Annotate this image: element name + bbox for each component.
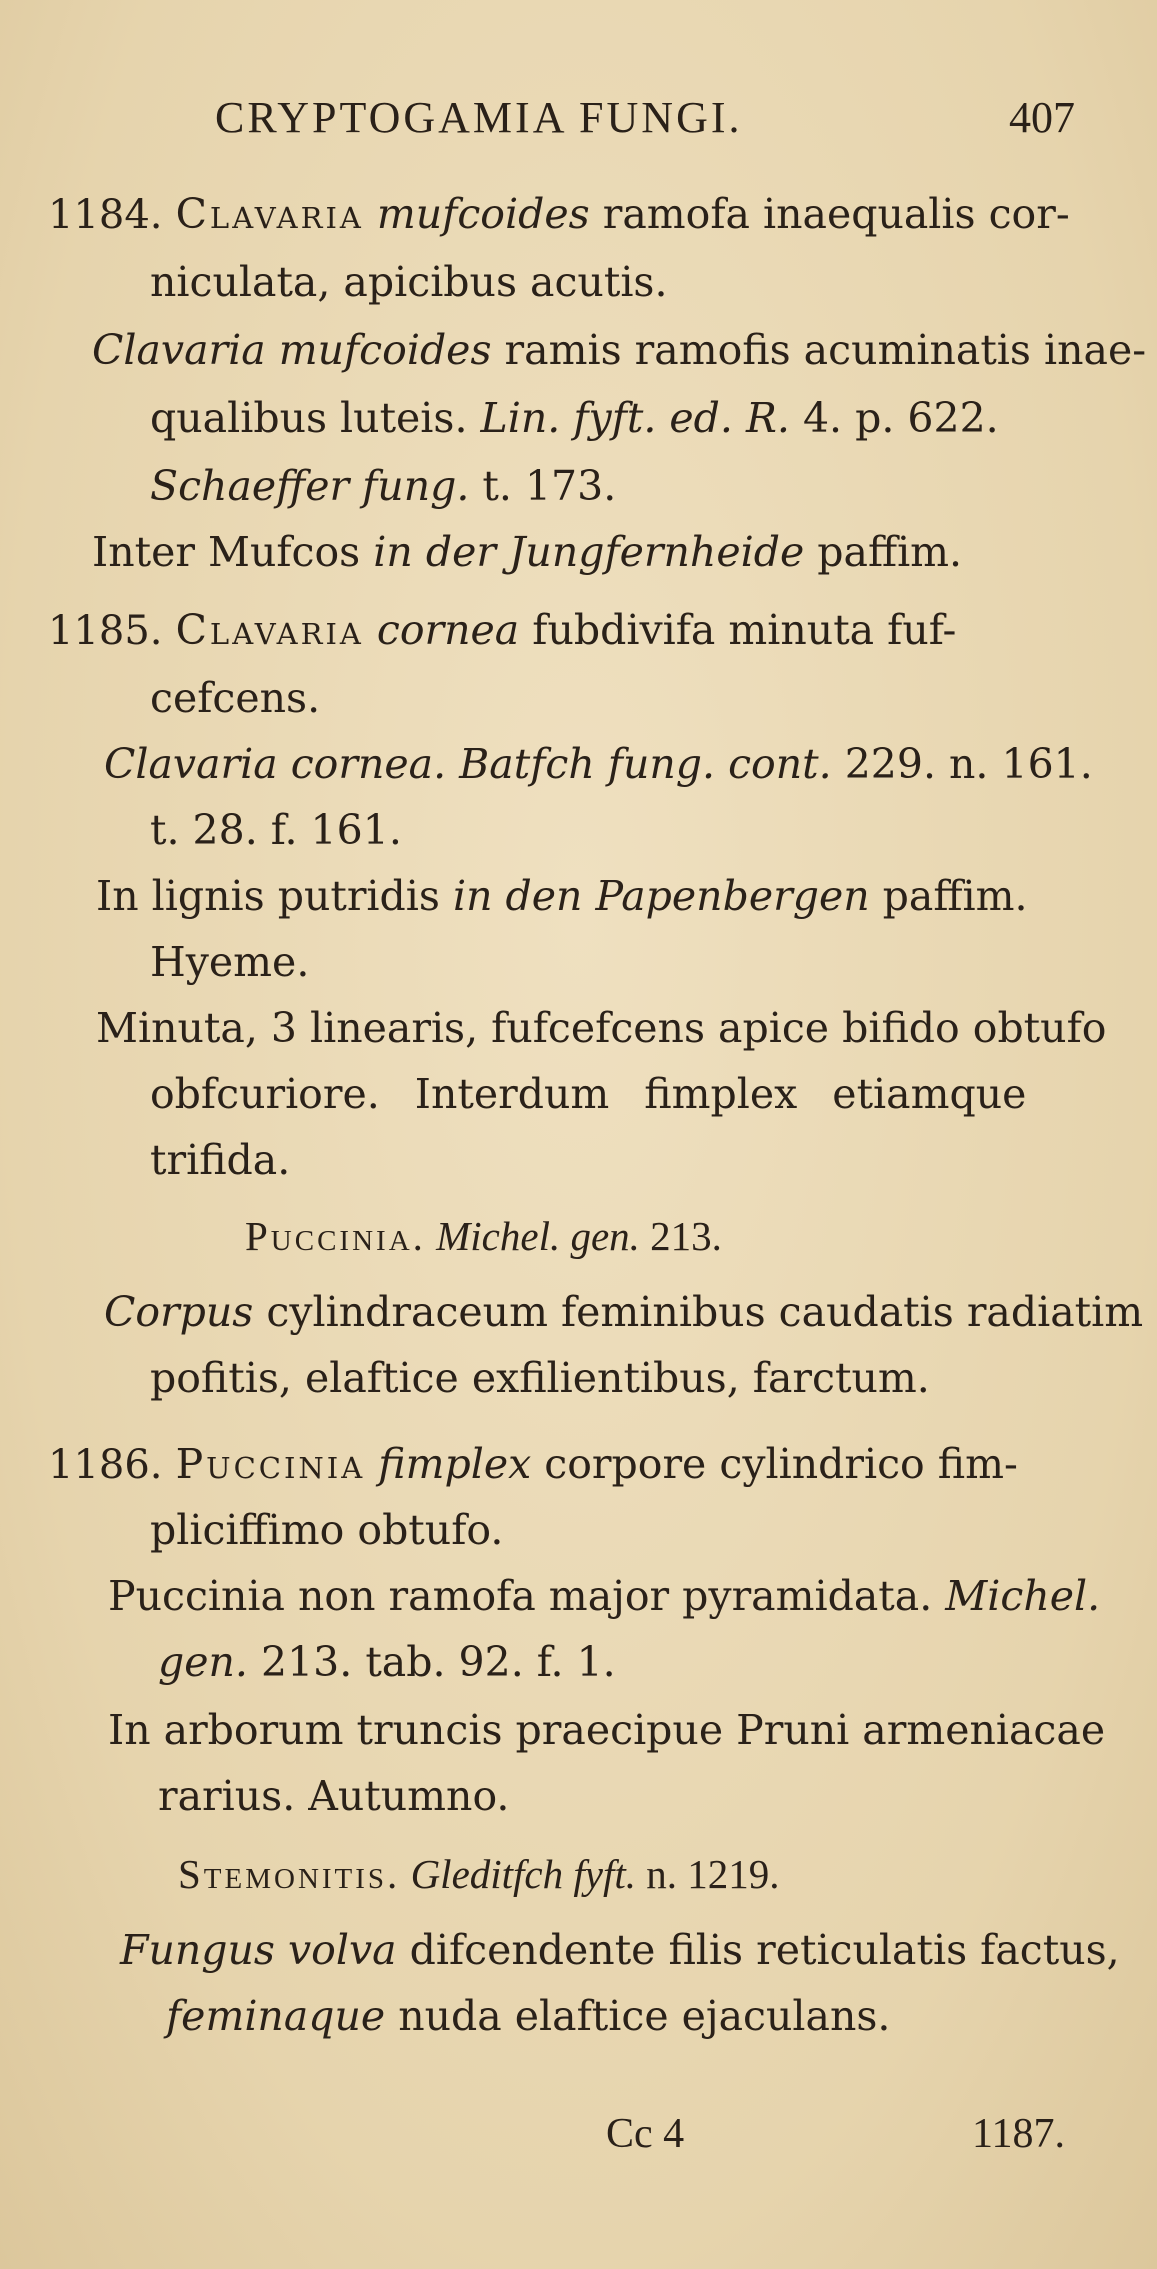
genus-reference: Gleditfch fyft. [410,1851,637,1897]
entry-1184-line-3 [92,326,1146,374]
habitat-text: rarius. Autumno. [158,1772,510,1820]
habitat-location: in den Papenbergen [452,872,870,920]
habitat-text: paffim. [882,872,1028,920]
entry-1186-habitat-2 [158,1772,509,1820]
note-text: trifida. [150,1136,291,1184]
running-title: CRYPTOGAMIA FUNGI. [215,93,743,142]
catchword: 1187. [972,2111,1065,2157]
description-text: ramofa inaequalis cor- [602,190,1070,238]
description-text: pliciffimo obtufo. [150,1506,504,1554]
season-text: Hyeme. [150,938,310,986]
entry-1184-line-1 [48,190,1070,238]
entry-1186-line-2 [150,1506,503,1554]
reference-page: t. 173. [482,462,617,510]
genus-heading-name: Puccinia. [245,1213,426,1259]
genus-name: Clavaria [175,606,364,654]
entry-1186-line-3 [108,1572,1100,1620]
definition-text: cylindraceum feminibus caudatis radiatim [266,1288,1144,1336]
entry-1185-note-1 [96,1004,1106,1052]
definition-term: feminaque [166,1992,386,2040]
entry-number: 1186. [48,1442,163,1488]
page-number: 407 [1009,93,1075,142]
synonym-text: Puccinia non ramofa major pyramidata. [108,1572,933,1620]
genus-definition-line-1 [120,1926,1120,1974]
entry-1185-note-3 [150,1136,290,1184]
reference-page: 4. p. 622. [802,394,999,442]
entry-1186-habitat-1 [108,1706,1105,1754]
description-text: cefcens. [150,674,321,722]
synonym-citation: Clavaria cornea. Batfch fung. cont. [104,740,832,788]
genus-reference-number: n. 1219. [646,1851,780,1897]
entry-number: 1185. [48,608,163,654]
genus-name: Puccinia [175,1440,366,1488]
reference-page: t. 28. f. 161. [150,806,402,854]
signature-mark: Cc 4 [606,2111,685,2157]
entry-1185-habitat [96,872,1028,920]
entry-1185-season [150,938,309,986]
description-text: corpore cylindrico fim- [544,1440,1018,1488]
definition-text: pofitis, elaftice exfilientibus, farctum. [150,1354,930,1402]
species-name: mufcoides [376,190,590,238]
description-text: fubdivifa minuta fuf- [532,606,957,654]
genus-reference: Michel. gen. [436,1213,640,1259]
genus-heading-line [178,1850,780,1898]
synonym-text: qualibus luteis. [150,394,468,442]
reference-citation: gen. [158,1638,248,1686]
entry-1185-line-2 [150,674,320,722]
habitat-text: In arborum truncis praecipue Pruni armeniacae [108,1706,1106,1754]
description-text: niculata, apicibus acutis. [150,258,668,306]
genus-definition-line-2 [166,1992,890,2040]
habitat-location: in der Jungfernheide [373,528,805,576]
reference-citation: Lin. fyft. ed. R. [480,394,790,442]
entry-1185-line-1 [48,606,956,654]
species-name: cornea [376,606,520,654]
reference-citation: Schaeffer fung. [150,462,470,510]
entry-1184-line-4 [150,394,999,442]
habitat-text: In lignis putridis [96,872,440,920]
entry-number: 1184. [48,192,163,238]
entry-1184-line-5 [150,462,616,510]
definition-term: Corpus [104,1288,254,1336]
entry-1184-habitat [92,528,962,576]
definition-text: difcendente filis reticulatis factus, [409,1926,1120,1974]
genus-reference-number: 213. [650,1213,722,1259]
genus-definition-line-2 [150,1354,930,1402]
genus-heading-name: Stemonitis. [178,1851,401,1897]
genus-name: Clavaria [175,190,364,238]
habitat-text: paffim. [817,528,963,576]
definition-text: nuda elaftice ejaculans. [398,1992,891,2040]
note-text: obfcuriore. Interdum fimplex etiamque [150,1070,1027,1118]
species-name: fimplex [378,1440,532,1488]
entry-1186-line-4 [158,1638,616,1686]
synonym-name: Clavaria mufcoides [92,326,492,374]
entry-1186-line-1 [48,1440,1018,1488]
synonym-text: ramis ramofis acuminatis inae- [504,326,1147,374]
entry-1185-note-2 [150,1070,1026,1118]
reference-citation: Michel. [945,1572,1101,1620]
entry-1185-line-3 [104,740,1093,788]
entry-1185-line-4 [150,806,402,854]
definition-term: Fungus volva [120,1926,397,1974]
reference-page: 213. tab. 92. f. 1. [261,1638,616,1686]
running-header [215,92,1075,152]
genus-heading-line [245,1212,722,1260]
note-text: Minuta, 3 linearis, fufcefcens apice bifido obtufo [96,1004,1107,1052]
reference-page: 229. n. 161. [844,740,1093,788]
habitat-text: Inter Mufcos [92,528,361,576]
entry-1184-line-2 [150,258,668,306]
genus-definition-line-1 [104,1288,1143,1336]
